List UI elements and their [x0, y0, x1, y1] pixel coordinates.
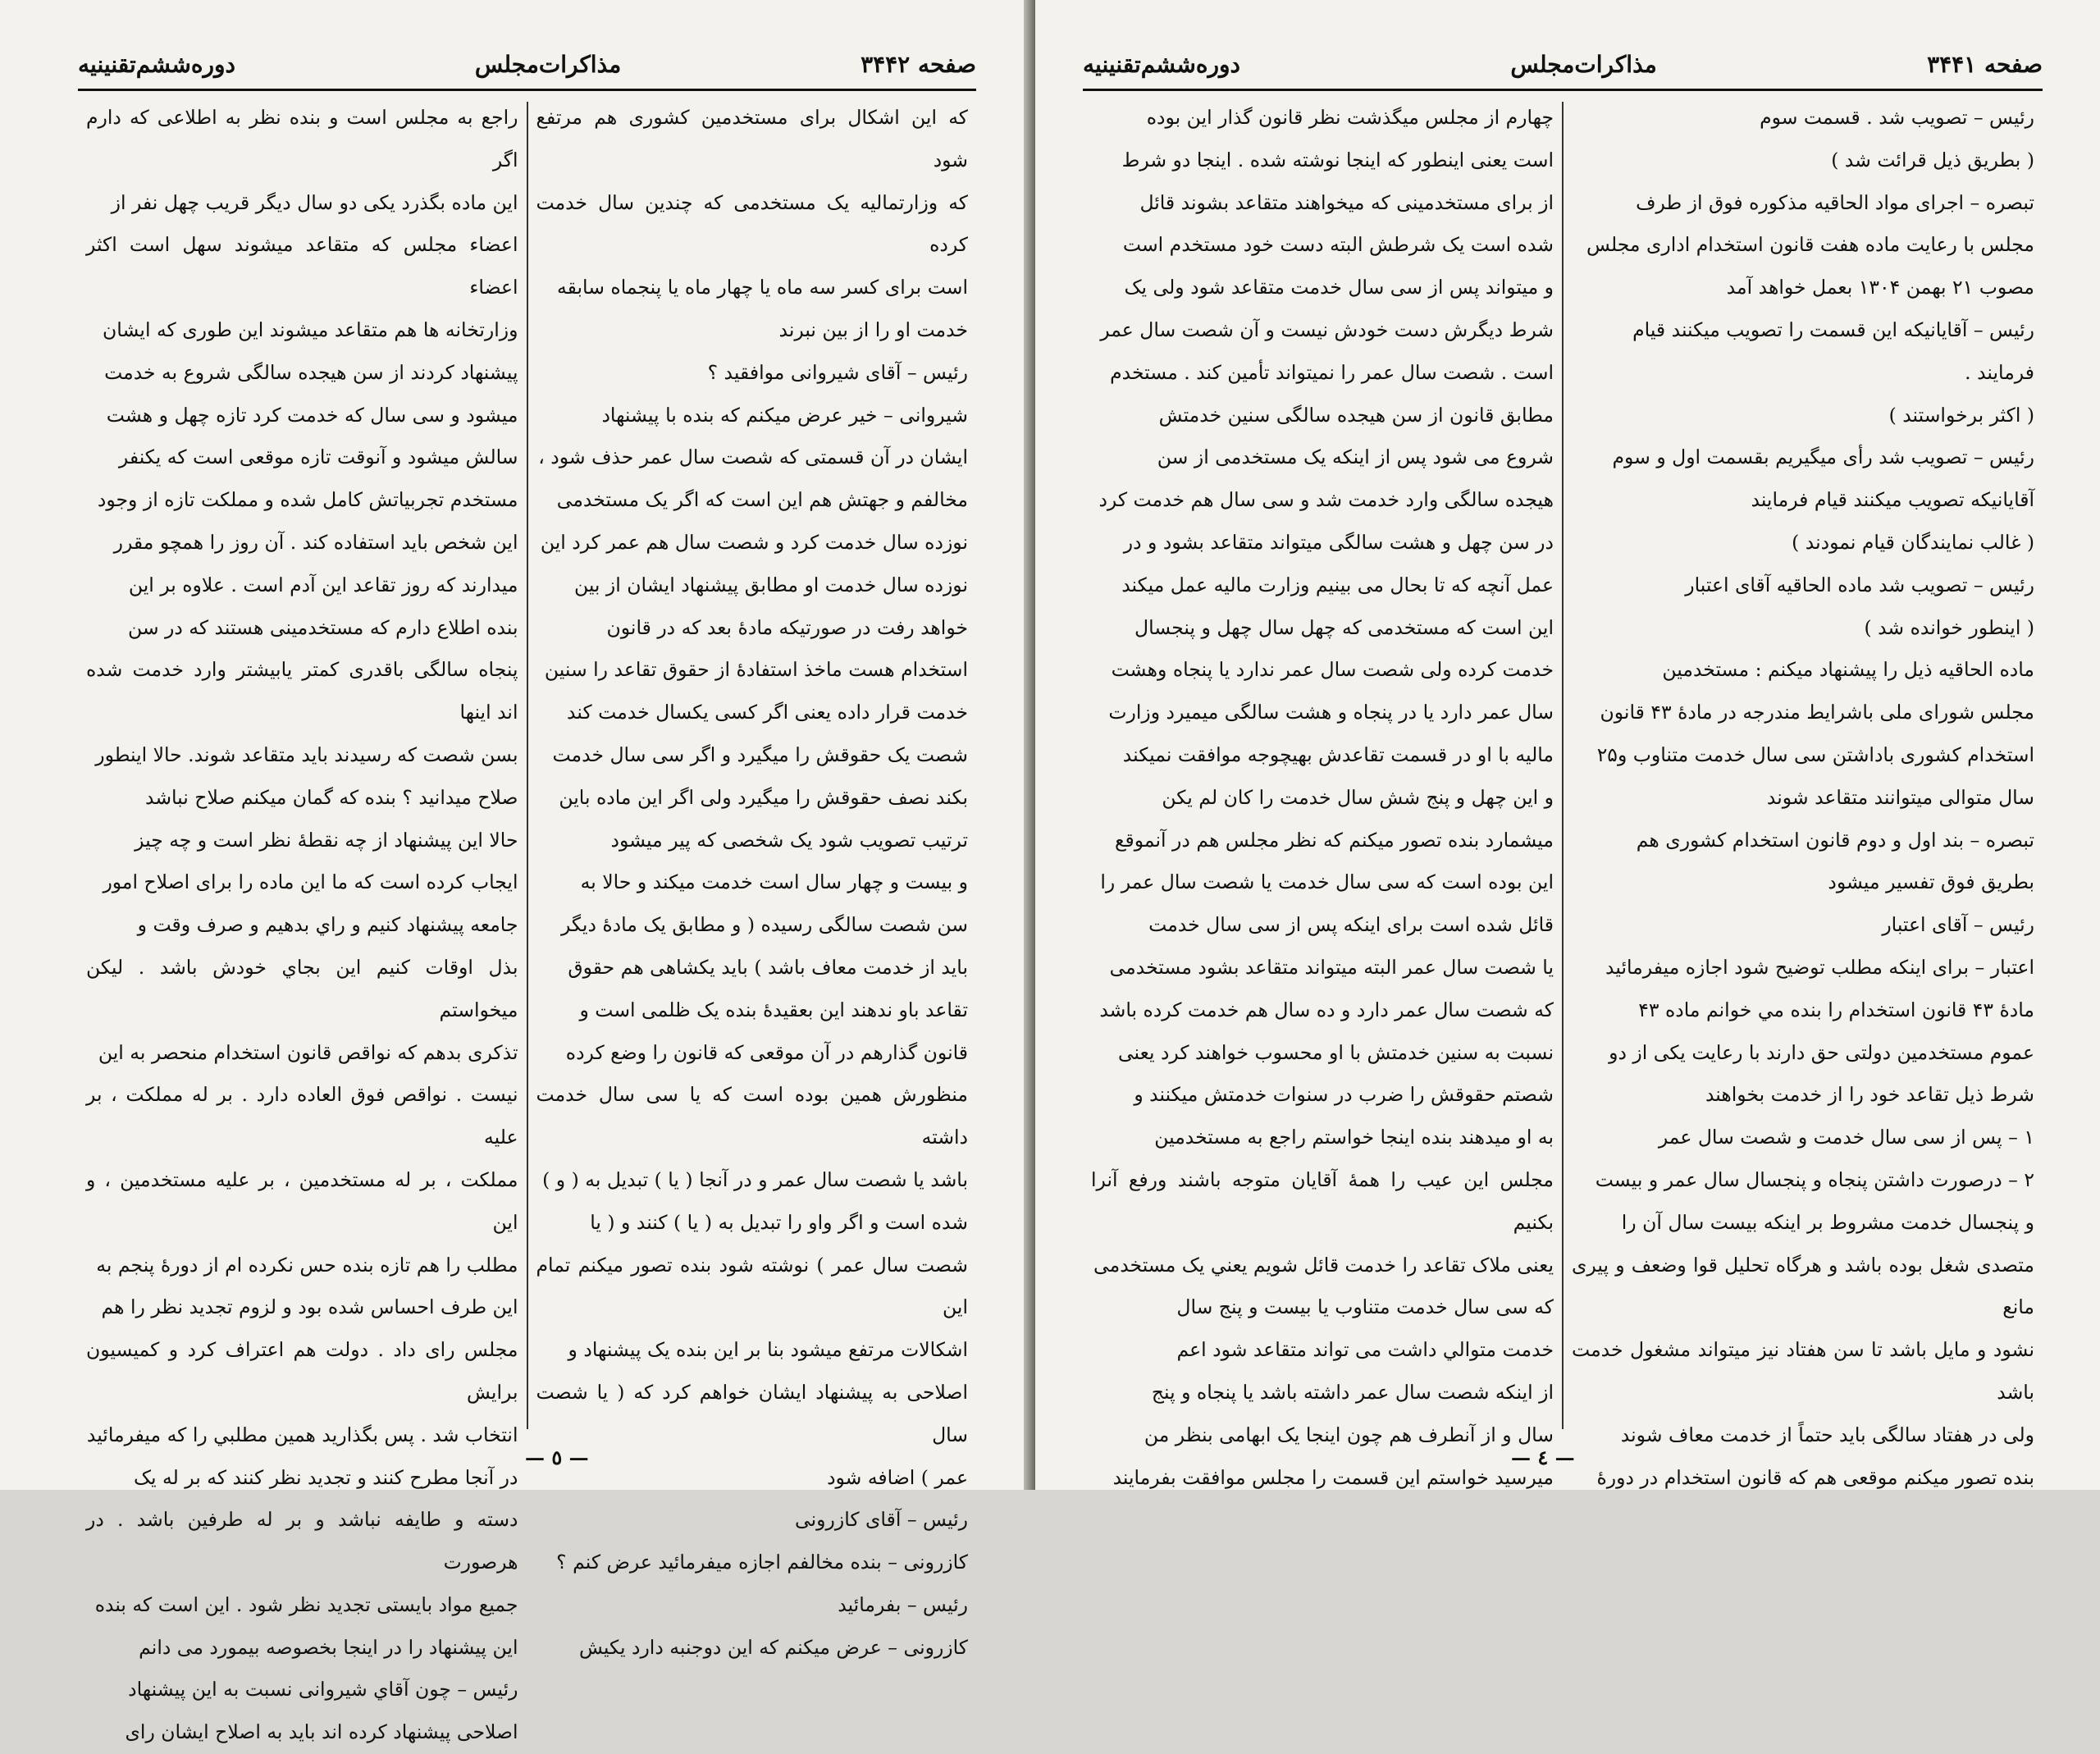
- text-line: عمر ) اضافه شود: [827, 1465, 968, 1489]
- text-line: مطابق قانون از سن هیجده سالگی سنین خدمتش: [1158, 403, 1554, 427]
- text-line: به او میدهند بنده اینجا خواستم راجع به مستخدمین: [1154, 1126, 1554, 1149]
- header-rule: [78, 89, 976, 91]
- text-line: خواهد رفت در صورتیکه مادهٔ بعد که در قانون: [606, 615, 968, 639]
- text-line: انتخاب شد . پس بگذارید همین مطلبي را که میفرمائید: [86, 1423, 518, 1446]
- text-line: مصوب ۲۱ بهمن ۱۳۰۴ بعمل خواهد آمد: [1726, 276, 2034, 299]
- text-line: ۱ – پس از سی سال خدمت و شصت سال عمر: [1658, 1126, 2034, 1149]
- text-line: هیجده سالگی وارد خدمت شد و سی سال هم خدمت کرد: [1098, 488, 1554, 512]
- text-line: تبصره – اجرای مواد الحاقیه مذکوره فوق از طرف: [1636, 190, 2034, 214]
- text-line: که این اشکال برای مستخدمین کشوری هم مرتفع شود: [536, 106, 968, 171]
- text-line: ۲ – درصورت داشتن پنجاه و پنجسال سال عمر و بیست: [1595, 1167, 2034, 1191]
- text-line: این شخص باید استفاده کند . آن روز را همچو مقرر: [113, 530, 518, 554]
- text-line: اصلاحی به پیشنهاد ایشان خواهم کرد که ( یا شصت سال: [536, 1380, 968, 1446]
- text-line: رئیس – چون آقاي شیروانی نسبت به این پیشنهاد: [128, 1678, 518, 1701]
- text-line: راجع به مجلس است و بنده نظر به اطلاعی که دارم اگر: [86, 106, 518, 171]
- text-line: اعتبار – برای اینکه مطلب توضیح شود اجازه میفرمائید: [1605, 955, 2034, 979]
- text-line: سالش میشود و آنوقت تازه موقعی است که یکنفر: [118, 445, 518, 469]
- text-line: مخالفم و جهتش هم این است که اگر یک مستخدمی: [556, 488, 968, 512]
- text-line: پیشنهاد کردند از سن هیجده سالگی شروع به خدمت: [104, 360, 518, 384]
- text-line: مستخدم تجربیاتش کامل شده و مملکت تازه از وجود: [97, 488, 518, 512]
- left-page: [0, 0, 1035, 1744]
- text-line: این ماده بگذرد یکی دو سال دیگر قریب چهل نفر از: [111, 190, 518, 214]
- text-line: رئیس – آقای اعتبار: [1882, 913, 2034, 937]
- text-line: بکند نصف حقوقش را میگیرد ولی اگر این ماده باین: [559, 785, 968, 809]
- text-line: مملکت ، بر له مستخدمین ، بر علیه مستخدمین ، و این: [86, 1167, 518, 1234]
- text-line: است . شصت سال عمر را نمیتواند تأمین کند . مستخدم: [1110, 360, 1554, 384]
- text-line: شده است یک شرطش البته دست خود مستخدم است: [1122, 233, 1554, 257]
- text-line: میشود و سی سال که خدمت کرد تازه چهل و هشت: [106, 403, 518, 427]
- text-line: ( غالب نمایندگان قیام نمودند ): [1792, 530, 2034, 554]
- text-line: و بیست و چهار سال است خدمت میکند و حالا به: [580, 870, 968, 894]
- text-line: نوزده سال خدمت کرد و شصت سال هم عمر کرد این: [540, 530, 968, 554]
- text-line: عمل آنچه که تا بحال می بینیم وزارت مالیه عمل میکند: [1121, 573, 1554, 596]
- text-line: سال عمر دارد یا در پنجاه و هشت سالگی میمیرد وزارت: [1108, 701, 1554, 724]
- text-line: اصلاحی پیشنهاد کرده اند باید به اصلاح ایشان رای: [125, 1720, 518, 1744]
- text-line: متصدی شغل بوده باشد و هرگاه تحلیل قوا وضعف و پیری مانع: [1572, 1253, 2034, 1319]
- text-line: حالا این پیشنهاد از چه نقطهٔ نظر است و چه چیز: [135, 828, 518, 852]
- text-line: قانون گذارهم در آن موقعی که قانون را وضع کرده: [565, 1040, 968, 1064]
- text-line: جامعه پیشنهاد کنیم و راي بدهیم و صرف وقت و: [137, 913, 518, 937]
- text-line: ترتیب تصویب شود یک شخصی که پیر میشود: [610, 828, 968, 852]
- text-line: ولی در هفتاد سالگی باید حتماً از خدمت معاف شوند: [1620, 1423, 2034, 1446]
- text-line: نیست . نواقص فوق العاده دارد . بر له مملکت ، بر علیه: [86, 1083, 518, 1149]
- page-footer: — ٥ —: [525, 1446, 589, 1469]
- text-line: نشود و مایل باشد تا سن هفتاد نیز میتواند مشغول خدمت باشد: [1572, 1338, 2034, 1404]
- text-line: خدمت کرده ولی شصت سال عمر ندارد یا پنجاه وهشت: [1111, 658, 1554, 682]
- column-right: [1564, 97, 2043, 1489]
- text-line: جمیع مواد بایستی تجدید نظر شود . این است که بنده: [94, 1592, 518, 1616]
- text-line: عموم مستخدمین دولتی حق دارند با رعایت یکی از دو: [1609, 1040, 2034, 1064]
- text-line: رئیس – تصویب شد رأی میگیریم بقسمت اول و سوم: [1612, 445, 2034, 469]
- text-line: ماده الحاقیه ذیل را پیشنهاد میکنم : مستخدمین: [1662, 658, 2034, 682]
- page-header: [1083, 43, 2043, 85]
- text-line: رئیس – آقای شیروانی موافقید ؟: [707, 360, 968, 384]
- running-title: مذاکرات‌مجلس: [1510, 50, 1657, 78]
- text-line: ( بطریق ذیل قرائت شد ): [1831, 148, 2034, 171]
- text-line: تقاعد باو ندهند این بعقیدهٔ بنده یک ظلمی است و: [579, 998, 968, 1021]
- text-line: میشمارد بنده تصور میکنم که نظر مجلس هم در آنموقع: [1115, 828, 1554, 852]
- text-columns: [78, 97, 976, 1744]
- text-line: شده است و اگر واو را تبدیل به ( یا ) کنند و ( یا: [590, 1210, 968, 1234]
- text-line: باشد یا شصت سال عمر و در آنجا ( یا ) تبدیل به ( و ): [542, 1167, 968, 1191]
- text-line: ( اکثر برخواستند ): [1888, 403, 2034, 427]
- text-line: نوزده سال خدمت او مطابق پیشنهاد ایشان از بین: [573, 573, 968, 596]
- text-columns: [1083, 97, 2043, 1489]
- text-line: میدارند که روز تقاعد این آدم است . علاوه بر این: [128, 573, 518, 596]
- page-number: صفحه ۳۴۴۱: [1927, 50, 2043, 78]
- text-line: سال و از آنطرف هم چون اینجا یک ابهامی بنظر من: [1144, 1423, 1554, 1446]
- column-left: [78, 97, 527, 1744]
- text-line: مجلس این عیب را همهٔ آقایان متوجه باشند ورفع آنرا بکنیم: [1091, 1167, 1554, 1234]
- text-line: رئیس – تصویب شد . قسمت سوم: [1760, 106, 2034, 129]
- text-line: یعنی ملاک تقاعد را خدمت قائل شویم یعني یک مستخدمی: [1093, 1253, 1554, 1277]
- text-line: خدمت متوالي داشت می تواند متقاعد شود اعم: [1176, 1338, 1554, 1362]
- text-line: منظورش همین بوده است که یا سی سال خدمت داشته: [536, 1083, 968, 1149]
- text-line: ( اینطور خوانده شد ): [1864, 615, 2034, 639]
- text-line: اعضاء مجلس که متقاعد میشوند سهل است اکثر اعضاء: [86, 233, 518, 299]
- header-rule: [1083, 89, 2043, 91]
- session-label: دوره‌ششم‌تقنینیه: [1083, 50, 1241, 78]
- running-title: مذاکرات‌مجلس: [474, 50, 622, 78]
- text-line: دسته و طایفه نباشد و بر له طرفین باشد . در هرصورت: [86, 1508, 518, 1574]
- text-line: پنجاه سالگی باقدری کمتر یابیشتر وارد خدمت شده اند اینها: [86, 658, 518, 724]
- column-left: [1083, 97, 1562, 1489]
- text-line: قائل شده است برای اینکه پس از سی سال خدمت: [1148, 913, 1554, 937]
- text-line: مجلس رای داد . دولت هم اعتراف کرد و کمیسیون برایش: [86, 1338, 518, 1404]
- text-line: و میتواند پس از سی سال خدمت متقاعد شود ولی یک: [1124, 276, 1554, 299]
- text-line: یا شصت سال عمر البته میتواند متقاعد بشود مستخدمی: [1109, 955, 1554, 979]
- text-line: این پیشنهاد را در اینجا بخصوصه بیمورد می دانم: [139, 1635, 518, 1659]
- text-line: مادهٔ ۴۳ قانون استخدام را بنده مي خوانم ماده ۴۳: [1638, 998, 2034, 1021]
- text-line: ایشان در آن قسمتی که شصت سال عمر حذف شود ،: [538, 445, 968, 469]
- text-line: شرط ذیل تقاعد خود را از خدمت بخواهند: [1705, 1083, 2034, 1107]
- text-line: اشکالات مرتفع میشود بنا بر این بنده یک پیشنهاد و: [568, 1338, 968, 1362]
- text-line: کازرونی – عرض میکنم که این دوجنبه دارد یکیش: [578, 1635, 968, 1659]
- text-line: شیروانی – خیر عرض میکنم که بنده با پیشنهاد: [601, 403, 968, 427]
- page-footer: — ٤ —: [1511, 1446, 1575, 1469]
- page-number: صفحه ۳۴۴۲: [861, 50, 976, 78]
- text-line: باید از خدمت معاف باشد ) باید یکشاهی هم حقوق: [568, 955, 968, 979]
- text-line: که شصت سال عمر دارد و ده سال هم خدمت کرده باشد: [1099, 998, 1554, 1021]
- text-line: سال متوالی میتوانند متقاعد شوند: [1766, 785, 2034, 809]
- text-line: استخدام کشوری باداشتن سی سال خدمت متناوب و۲۵: [1596, 742, 2034, 766]
- text-line: و پنجسال خدمت مشروط بر اینکه بیست سال آن را: [1621, 1210, 2034, 1234]
- text-line: که سی سال خدمت متناوب یا بیست و پنج سال: [1176, 1295, 1554, 1319]
- text-line: سن شصت سالگی رسیده ( و مطابق یک مادهٔ دیگر: [560, 913, 968, 937]
- text-line: استخدام هست ماخذ استفادهٔ از حقوق تقاعد را سنین: [544, 658, 968, 682]
- session-label: دوره‌ششم‌تقنینیه: [78, 50, 236, 78]
- text-line: فرمایند .: [1965, 360, 2034, 384]
- text-line: مالیه با او در قسمت تقاعدش بهیچوجه موافقت نمیکند: [1122, 742, 1554, 766]
- text-line: چهارم از مجلس میگذشت نظر قانون گذار این بوده: [1146, 106, 1554, 129]
- text-line: رئیس – بفرمائید: [838, 1592, 968, 1616]
- text-line: مجلس با رعایت ماده هفت قانون استخدام اداری مجلس: [1586, 233, 2034, 257]
- text-line: این طرف احساس شده بود و لزوم تجدید نظر را هم: [101, 1295, 518, 1319]
- text-line: شرط دیگرش دست خودش نیست و آن شصت سال عمر: [1100, 317, 1554, 341]
- text-line: است یعنی اینطور که اینجا نوشته شده . اینجا دو شرط: [1121, 148, 1554, 171]
- text-line: کازرونی – بنده مخالفم اجازه میفرمائید عرض کنم ؟: [556, 1551, 968, 1574]
- text-line: نسبت به سنین خدمتش با او محسوب خواهند کرد یعنی: [1117, 1040, 1554, 1064]
- text-line: بسن شصت که رسیدند باید متقاعد شوند. حالا اینطور: [95, 742, 518, 766]
- text-line: از برای مستخدمینی که میخواهند متقاعد بشوند قائل: [1139, 190, 1554, 214]
- text-line: از اینکه شصت سال عمر داشته باشد یا پنجاه و پنج: [1151, 1380, 1554, 1404]
- text-line: بنده اطلاع دارم که مستخدمینی هستند که در سن: [127, 615, 518, 639]
- text-line: صلاح میدانید ؟ بنده که گمان میکنم صلاح نباشد: [145, 785, 518, 809]
- text-line: رئیس – تصویب شد ماده الحاقیه آقای اعتبار: [1685, 573, 2034, 596]
- text-line: ایجاب کرده است که ما این ماده را برای اصلاح امور: [103, 870, 518, 894]
- page-header: [78, 43, 976, 85]
- text-line: شصت یک حقوقش را میگیرد و اگر سی سال خدمت: [552, 742, 968, 766]
- text-line: رئیس – آقای کازرونی: [795, 1508, 968, 1532]
- text-line: بنده تصور میکنم موقعی هم که قانون استخدام در دورهٔ: [1596, 1465, 2034, 1489]
- text-line: وزارتخانه ها هم متقاعد میشوند این طوری که ایشان: [103, 317, 518, 341]
- text-line: خدمت قرار داده یعنی اگر کسی یکسال خدمت کند: [567, 701, 968, 724]
- column-right: [528, 97, 977, 1659]
- text-line: تبصره – بند اول و دوم قانون استخدام کشوری هم: [1636, 828, 2034, 852]
- text-line: میرسید خواستم این قسمت را مجلس موافقت بفرمایند: [1112, 1465, 1554, 1489]
- text-line: رئیس – آقایانیکه این قسمت را تصویب میکنند قیام: [1632, 317, 2034, 341]
- text-line: آقایانیکه تصویب میکنند قیام فرمایند: [1751, 488, 2034, 512]
- text-line: و این چهل و پنج شش سال خدمت را کان لم یکن: [1162, 785, 1554, 809]
- text-line: است برای کسر سه ماه یا چهار ماه یا پنجماه سابقه: [557, 276, 968, 299]
- right-page: [1035, 0, 2100, 1490]
- text-line: این بوده است که سی سال خدمت یا شصت سال عمر را: [1100, 870, 1554, 894]
- text-line: بذل اوقات کنیم این بجاي خودش باشد . لیکن میخواستم: [86, 955, 518, 1021]
- text-line: این است که مستخدمی که چهل سال چهل و پنجسال: [1134, 615, 1554, 639]
- text-line: در آنجا مطرح کنند و تجدید نظر کنند که بر له یک: [134, 1465, 518, 1489]
- text-line: مطلب را هم تازه بنده حس نکرده ام از دورهٔ پنجم به: [96, 1253, 518, 1277]
- text-line: بطریق فوق تفسیر میشود: [1828, 870, 2034, 894]
- text-line: خدمت او را از بین نبرند: [778, 317, 968, 341]
- text-line: که وزارتمالیه یک مستخدمی که چندین سال خدمت کرده: [536, 190, 968, 257]
- text-line: تذکری بدهم که نواقص قانون استخدام منحصر به این: [98, 1040, 518, 1064]
- text-line: مجلس شورای ملی باشرایط مندرجه در مادهٔ ۴۳ قانون: [1600, 701, 2034, 724]
- text-line: شصت سال عمر ) نوشته شود بنده تصور میکنم تمام این: [536, 1253, 968, 1319]
- text-line: شروع می شود پس از اینکه یک مستخدمی از سن: [1157, 445, 1554, 469]
- text-line: شصتم حقوقش را ضرب در سنوات خدمتش میکنند و: [1134, 1083, 1554, 1107]
- text-line: در سن چهل و هشت سالگی میتواند متقاعد بشود و در: [1123, 530, 1554, 554]
